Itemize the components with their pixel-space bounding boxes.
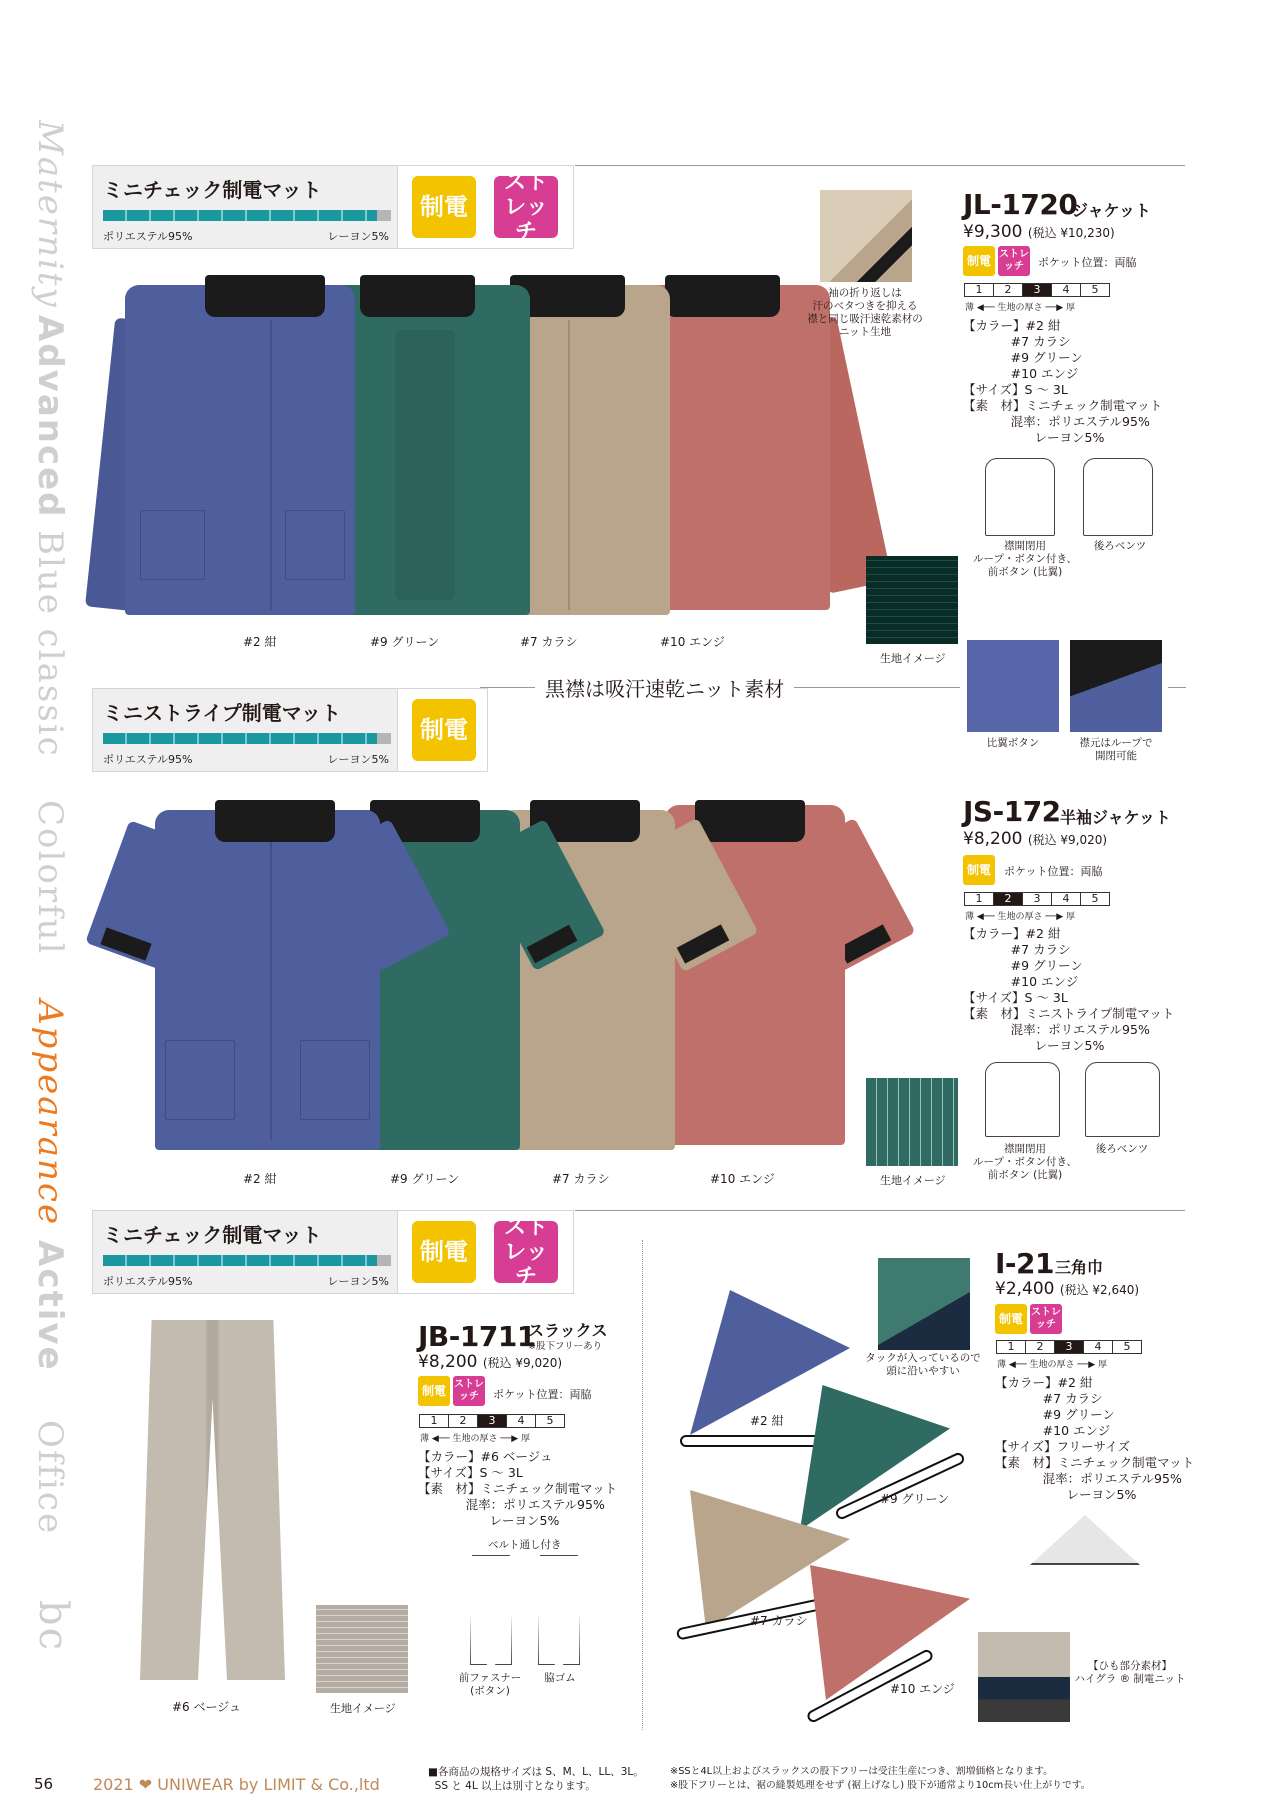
thickness-scale: 1 2 3 4 5 xyxy=(420,1414,565,1428)
fabric-left-ratio: ポリエステル95% xyxy=(103,230,193,243)
fabric-title: ミニチェック制電マット xyxy=(103,1223,322,1247)
product-subnote: ※股下フリーあり xyxy=(528,1341,603,1352)
scarf-caption-green: #9 グリーン xyxy=(880,1492,950,1506)
static-badge: 制電 xyxy=(412,699,476,761)
belt-loop-note: ベルト通し付き xyxy=(488,1539,562,1551)
column-divider xyxy=(642,1240,643,1730)
scarf-tuck-note: タックが入っているので 頭に沿いやすい xyxy=(865,1352,981,1377)
product-name: 半袖ジャケット xyxy=(1060,808,1171,827)
fabric-ratio-bar xyxy=(103,210,391,221)
product-price: ¥9,300 (税込 ¥10,230) xyxy=(963,222,1115,242)
fabric-swatch-caption: 生地イメージ xyxy=(880,1174,946,1187)
static-mini-badge: 制電 xyxy=(963,246,995,276)
pocket-position: ポケット位置：両脇 xyxy=(1004,865,1103,878)
fabric-left-ratio: ポリエステル95% xyxy=(103,1275,193,1288)
product-price: ¥2,400 (税込 ¥2,640) xyxy=(995,1279,1140,1299)
fabric-swatch-caption: 生地イメージ xyxy=(330,1702,396,1715)
product-price: ¥8,200 (税込 ¥9,020) xyxy=(963,829,1108,849)
jacket-caption-brick: #10 エンジ xyxy=(660,635,725,649)
static-mini-badge: 制電 xyxy=(963,855,995,885)
product-name: 三角巾 xyxy=(1055,1258,1104,1277)
thickness-labels: 薄 ◀── 生地の厚さ ──▶ 厚 xyxy=(965,912,1076,922)
slacks-caption: #6 ベージュ xyxy=(172,1700,242,1714)
collar-note: 黒襟は吸汗速乾ニット素材 xyxy=(535,673,794,702)
scarf-green[interactable] xyxy=(800,1385,950,1530)
collar-loop-caption: 襟元はループで 開閉可能 xyxy=(1079,737,1153,762)
fabric-panel-2 xyxy=(92,688,398,772)
product-name: ジャケット xyxy=(1072,201,1151,220)
jacket-caption-navy: #2 紺 xyxy=(243,635,277,649)
side-index-bc[interactable]: bc xyxy=(30,1600,76,1653)
collar-note-rule-right xyxy=(1168,687,1186,688)
jacket-caption-mustard: #7 カラシ xyxy=(520,635,578,649)
fabric-right-ratio: レーヨン5% xyxy=(327,753,389,766)
product-spec: 【カラー】#6 ベージュ 【サイズ】S ～ 3L 【素 材】ミニチェック制電マット 混率：ポリエステル95% レーヨン5% xyxy=(418,1449,618,1528)
side-index-active[interactable]: Active xyxy=(30,1240,70,1372)
stretch-mini-badge: ストレッチ xyxy=(453,1376,485,1406)
category-side-index xyxy=(30,120,90,1700)
stretch-mini-badge: ストレッチ xyxy=(998,246,1030,276)
slacks-front-note: 前ファスナー (ボタン) xyxy=(458,1672,522,1697)
flap-button-photo[interactable] xyxy=(967,640,1059,732)
side-index-appearance[interactable]: Appearance xyxy=(30,1000,70,1227)
fabric-right-ratio: レーヨン5% xyxy=(327,230,389,243)
thickness-scale: 1 2 3 4 5 xyxy=(965,892,1110,906)
slacks-beige[interactable] xyxy=(140,1320,285,1680)
fabric-panel-1 xyxy=(92,165,398,249)
scarf-tuck-photo[interactable] xyxy=(878,1258,970,1350)
fabric-swatch-check[interactable] xyxy=(866,556,958,644)
feature-badges-3 xyxy=(398,1210,574,1294)
fabric-left-ratio: ポリエステル95% xyxy=(103,753,193,766)
fabric-ratio-bar xyxy=(103,733,391,744)
back-sketch xyxy=(1085,1062,1160,1137)
feature-badges-1 xyxy=(398,165,574,249)
product-spec: 【カラー】#2 紺 #7 カラシ #9 グリーン #10 エンジ 【サイズ】フリーサイズ 【素 材】ミニチェック制電マット 混率：ポリエステル95% レーヨン5% xyxy=(995,1375,1195,1502)
back-sketch-note: 後ろベンツ xyxy=(1095,1143,1149,1155)
slacks-back-sketch xyxy=(538,1555,580,1665)
pocket-position: ポケット位置：両脇 xyxy=(493,1388,592,1401)
scarf-diagram xyxy=(1030,1515,1140,1565)
product-code: JB-1711 xyxy=(418,1320,536,1353)
thickness-labels: 薄 ◀── 生地の厚さ ──▶ 厚 xyxy=(965,303,1076,313)
product-price: ¥8,200 (税込 ¥9,020) xyxy=(418,1352,563,1372)
slacks-front-sketch xyxy=(470,1555,512,1665)
product-code: I-21 xyxy=(995,1247,1055,1280)
fabric-swatch-stripe[interactable] xyxy=(866,1078,958,1166)
footer-size-note: ■各商品の規格サイズは S、M、L、LL、3L。 SS と 4L 以上は別寸となります。 xyxy=(428,1766,644,1792)
feature-badges-2 xyxy=(398,688,488,772)
front-sketch xyxy=(985,458,1055,536)
product-spec: 【カラー】#2 紺 #7 カラシ #9 グリーン #10 エンジ 【サイズ】S ～ 3L 【素 材】ミニストライプ制電マット 混率：ポリエステル95% レーヨン5% xyxy=(963,926,1175,1053)
product-code: JS-172 xyxy=(963,795,1061,828)
product-code: JL-1720 xyxy=(963,188,1078,221)
back-sketch xyxy=(1083,458,1153,536)
front-sketch-note: 襟開閉用 ループ・ボタン付き、 前ボタン (比翼) xyxy=(972,540,1078,578)
side-index-maternity[interactable]: Maternity xyxy=(30,120,70,309)
static-badge: 制電 xyxy=(412,176,476,238)
scarf-caption-navy: #2 紺 xyxy=(750,1414,784,1428)
static-mini-badge: 制電 xyxy=(995,1304,1027,1334)
thickness-labels: 薄 ◀── 生地の厚さ ──▶ 厚 xyxy=(997,1360,1108,1370)
fabric-title: ミニチェック制電マット xyxy=(103,178,322,202)
front-sketch xyxy=(985,1062,1060,1137)
front-sketch-note: 襟開閉用 ループ・ボタン付き、 前ボタン (比翼) xyxy=(972,1143,1078,1181)
thickness-labels: 薄 ◀── 生地の厚さ ──▶ 厚 xyxy=(420,1434,531,1444)
section-divider xyxy=(575,165,1185,166)
slacks-back-note: 脇ゴム xyxy=(544,1672,576,1684)
stretch-badge: ストレッチ xyxy=(494,176,558,238)
fabric-swatch-caption: 生地イメージ xyxy=(880,652,946,665)
jacket-caption-green: #9 グリーン xyxy=(370,635,440,649)
fabric-ratio-bar xyxy=(103,1255,391,1266)
fabric-panel-3 xyxy=(92,1210,398,1294)
fabric-title: ミニストライプ制電マット xyxy=(103,701,341,725)
fabric-swatch-beige[interactable] xyxy=(316,1605,408,1693)
strap-material-note: 【ひも部分素材】 ハイグラ ® 制電ニット xyxy=(1074,1660,1186,1685)
scarf-caption-mustard: #7 カラシ xyxy=(750,1614,808,1628)
collar-loop-photo[interactable] xyxy=(1070,640,1162,732)
product-spec: 【カラー】#2 紺 #7 カラシ #9 グリーン #10 エンジ 【サイズ】S ～ 3L 【素 材】ミニチェック制電マット 混率：ポリエステル95% レーヨン5% xyxy=(963,318,1163,445)
scarf-caption-brick: #10 エンジ xyxy=(890,1682,955,1696)
short-caption-brick: #10 エンジ xyxy=(710,1172,775,1186)
short-caption-mustard: #7 カラシ xyxy=(552,1172,610,1186)
footer-brand: 2021 ❤ UNIWEAR by LIMIT & Co.,ltd xyxy=(93,1775,380,1794)
thickness-scale: 1 2 3 4 5 xyxy=(965,283,1110,297)
thickness-scale: 1 2 3 4 5 xyxy=(997,1340,1142,1354)
strap-material-photo[interactable] xyxy=(978,1632,1070,1722)
side-index-advanced[interactable]: Advanced xyxy=(30,315,70,519)
cuff-detail-note: 袖の折り返しは 汗のベタつきを抑える 襟と同じ吸汗速乾素材の ニット生地 xyxy=(807,287,923,338)
short-caption-navy: #2 紺 xyxy=(243,1172,277,1186)
pocket-position: ポケット位置：両脇 xyxy=(1038,256,1137,269)
side-index-office[interactable]: Office xyxy=(30,1420,70,1536)
flap-button-caption: 比翼ボタン xyxy=(986,737,1040,749)
cuff-detail-photo[interactable] xyxy=(820,190,912,282)
fabric-right-ratio: レーヨン5% xyxy=(327,1275,389,1288)
back-sketch-note: 後ろベンツ xyxy=(1093,540,1147,552)
product-name: スラックス xyxy=(528,1321,608,1340)
footer-order-note: ※SSと4L以上およびスラックスの股下フリーは受注生産につき、割増価格となります。 ※股下フリーとは、裾の縫製処理をせず (裾上げなし) 股下が通常より10cm長い仕上がりです。 xyxy=(670,1766,1091,1791)
side-index-colorful[interactable]: Colorful xyxy=(30,800,70,956)
static-mini-badge: 制電 xyxy=(418,1376,450,1406)
section-divider xyxy=(575,1210,1185,1211)
static-badge: 制電 xyxy=(412,1221,476,1283)
stretch-mini-badge: ストレッチ xyxy=(1030,1304,1062,1334)
stretch-badge: ストレッチ xyxy=(494,1221,558,1283)
short-caption-green: #9 グリーン xyxy=(390,1172,460,1186)
page-number: 56 xyxy=(34,1775,54,1793)
side-index-blue-classic[interactable]: Blue classic xyxy=(30,530,70,758)
